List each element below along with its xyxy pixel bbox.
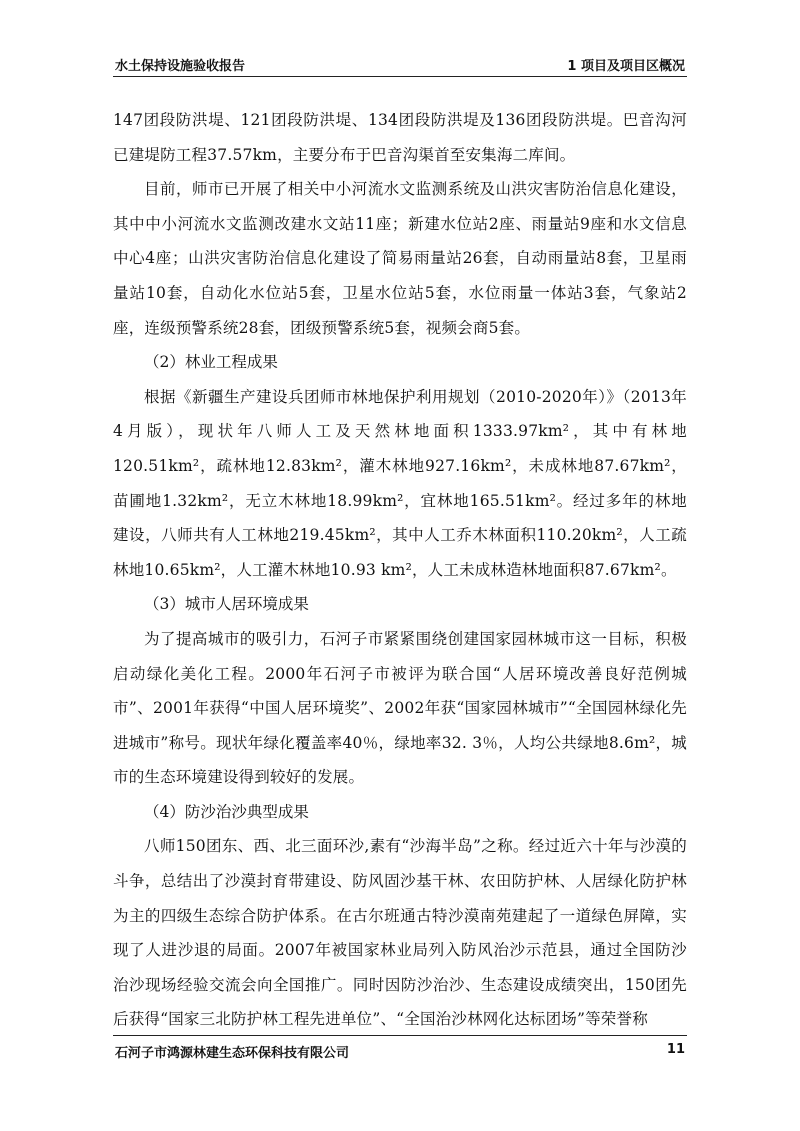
- footer-company-name: 石河子市鸿源林建生态环保科技有限公司: [115, 1046, 350, 1061]
- page-footer: [113, 1035, 687, 1062]
- page-number: 11: [666, 1042, 685, 1057]
- page-header: [113, 50, 687, 77]
- paragraph-urban-environment: 为了提高城市的吸引力，石河子市紧紧围绕创建国家园林城市这一目标，积极启动绿化美化工程。2000年石河子市被评为联合国“人居环境改善良好范例城市”、2001年获得“中国人居环境奖”、2002年获“国家园林城市”“全国园林绿化先进城市”称号。现状年绿化覆盖率40％，绿地率32. 3％，人均公共绿地8.6m²，城市的生态环境建设得到较好的发展。: [113, 629, 687, 787]
- page-body: [113, 103, 687, 1037]
- heading-desertification: （4）防沙治沙典型成果: [144, 802, 309, 821]
- header-report-title: 水土保持设施验收报告: [115, 59, 246, 74]
- paragraph-desertification: 八师150团东、西、北三面环沙,素有“沙海半岛”之称。经过近六十年与沙漠的斗争，总结出了沙漠封育带建设、防风固沙基干林、农田防护林、人居绿化防护林为主的四级生态综合防护体系。在古尔班通古特沙漠南苑建起了一道绿色屏障，实现了人进沙退的局面。2007年被国家林业局列入防风治沙示范县，通过全国防沙治沙现场经验交流会向全国推广。同时因防沙治沙、生态建设成绩突出，150团先后获得“国家三北防护林工程先进单位”、“全国治沙林网化达标团场”等荣誉称: [113, 837, 687, 1029]
- heading-forestry: （2）林业工程成果: [144, 353, 278, 372]
- heading-urban-environment: （3）城市人居环境成果: [144, 595, 309, 614]
- paragraph-flood-levees: 147团段防洪堤、121团段防洪堤、134团段防洪堤及136团段防洪堤。巴音沟河已建堤防工程37.57km，主要分布于巴音沟渠首至安集海二库间。: [113, 111, 687, 164]
- header-section-title: 1 项目及项目区概况: [567, 59, 685, 74]
- paragraph-forestry: 根据《新疆生产建设兵团师市林地保护利用规划（2010-2020年）》（2013年4月版），现状年八师人工及天然林地面积1333.97km²，其中有林地120.51km²，疏林地12.83km²，灌木林地927.16km²，未成林地87.67km²，苗圃地1.32km²，无立木林地18.99km²，宜林地165.51km²。经过多年的林地建设，八师共有人工林地219.45km²，其中人工乔木林面积110.20km²，人工疏林地10.65km²，人工灌木林地10.93 km²，人工未成林造林地面积87.67km²。: [113, 387, 687, 579]
- paragraph-hydrology-monitoring: 目前，师市已开展了相关中小河流水文监测系统及山洪灾害防治信息化建设，其中中小河流水文监测改建水文站11座；新建水位站2座、雨量站9座和水文信息中心4座；山洪灾害防治信息化建设了简易雨量站26套，自动雨量站8套，卫星雨量站10套，自动化水位站5套，卫星水位站5套，水位雨量一体站3套，气象站2座，连级预警系统28套，团级预警系统5套，视频会商5套。: [113, 180, 687, 337]
